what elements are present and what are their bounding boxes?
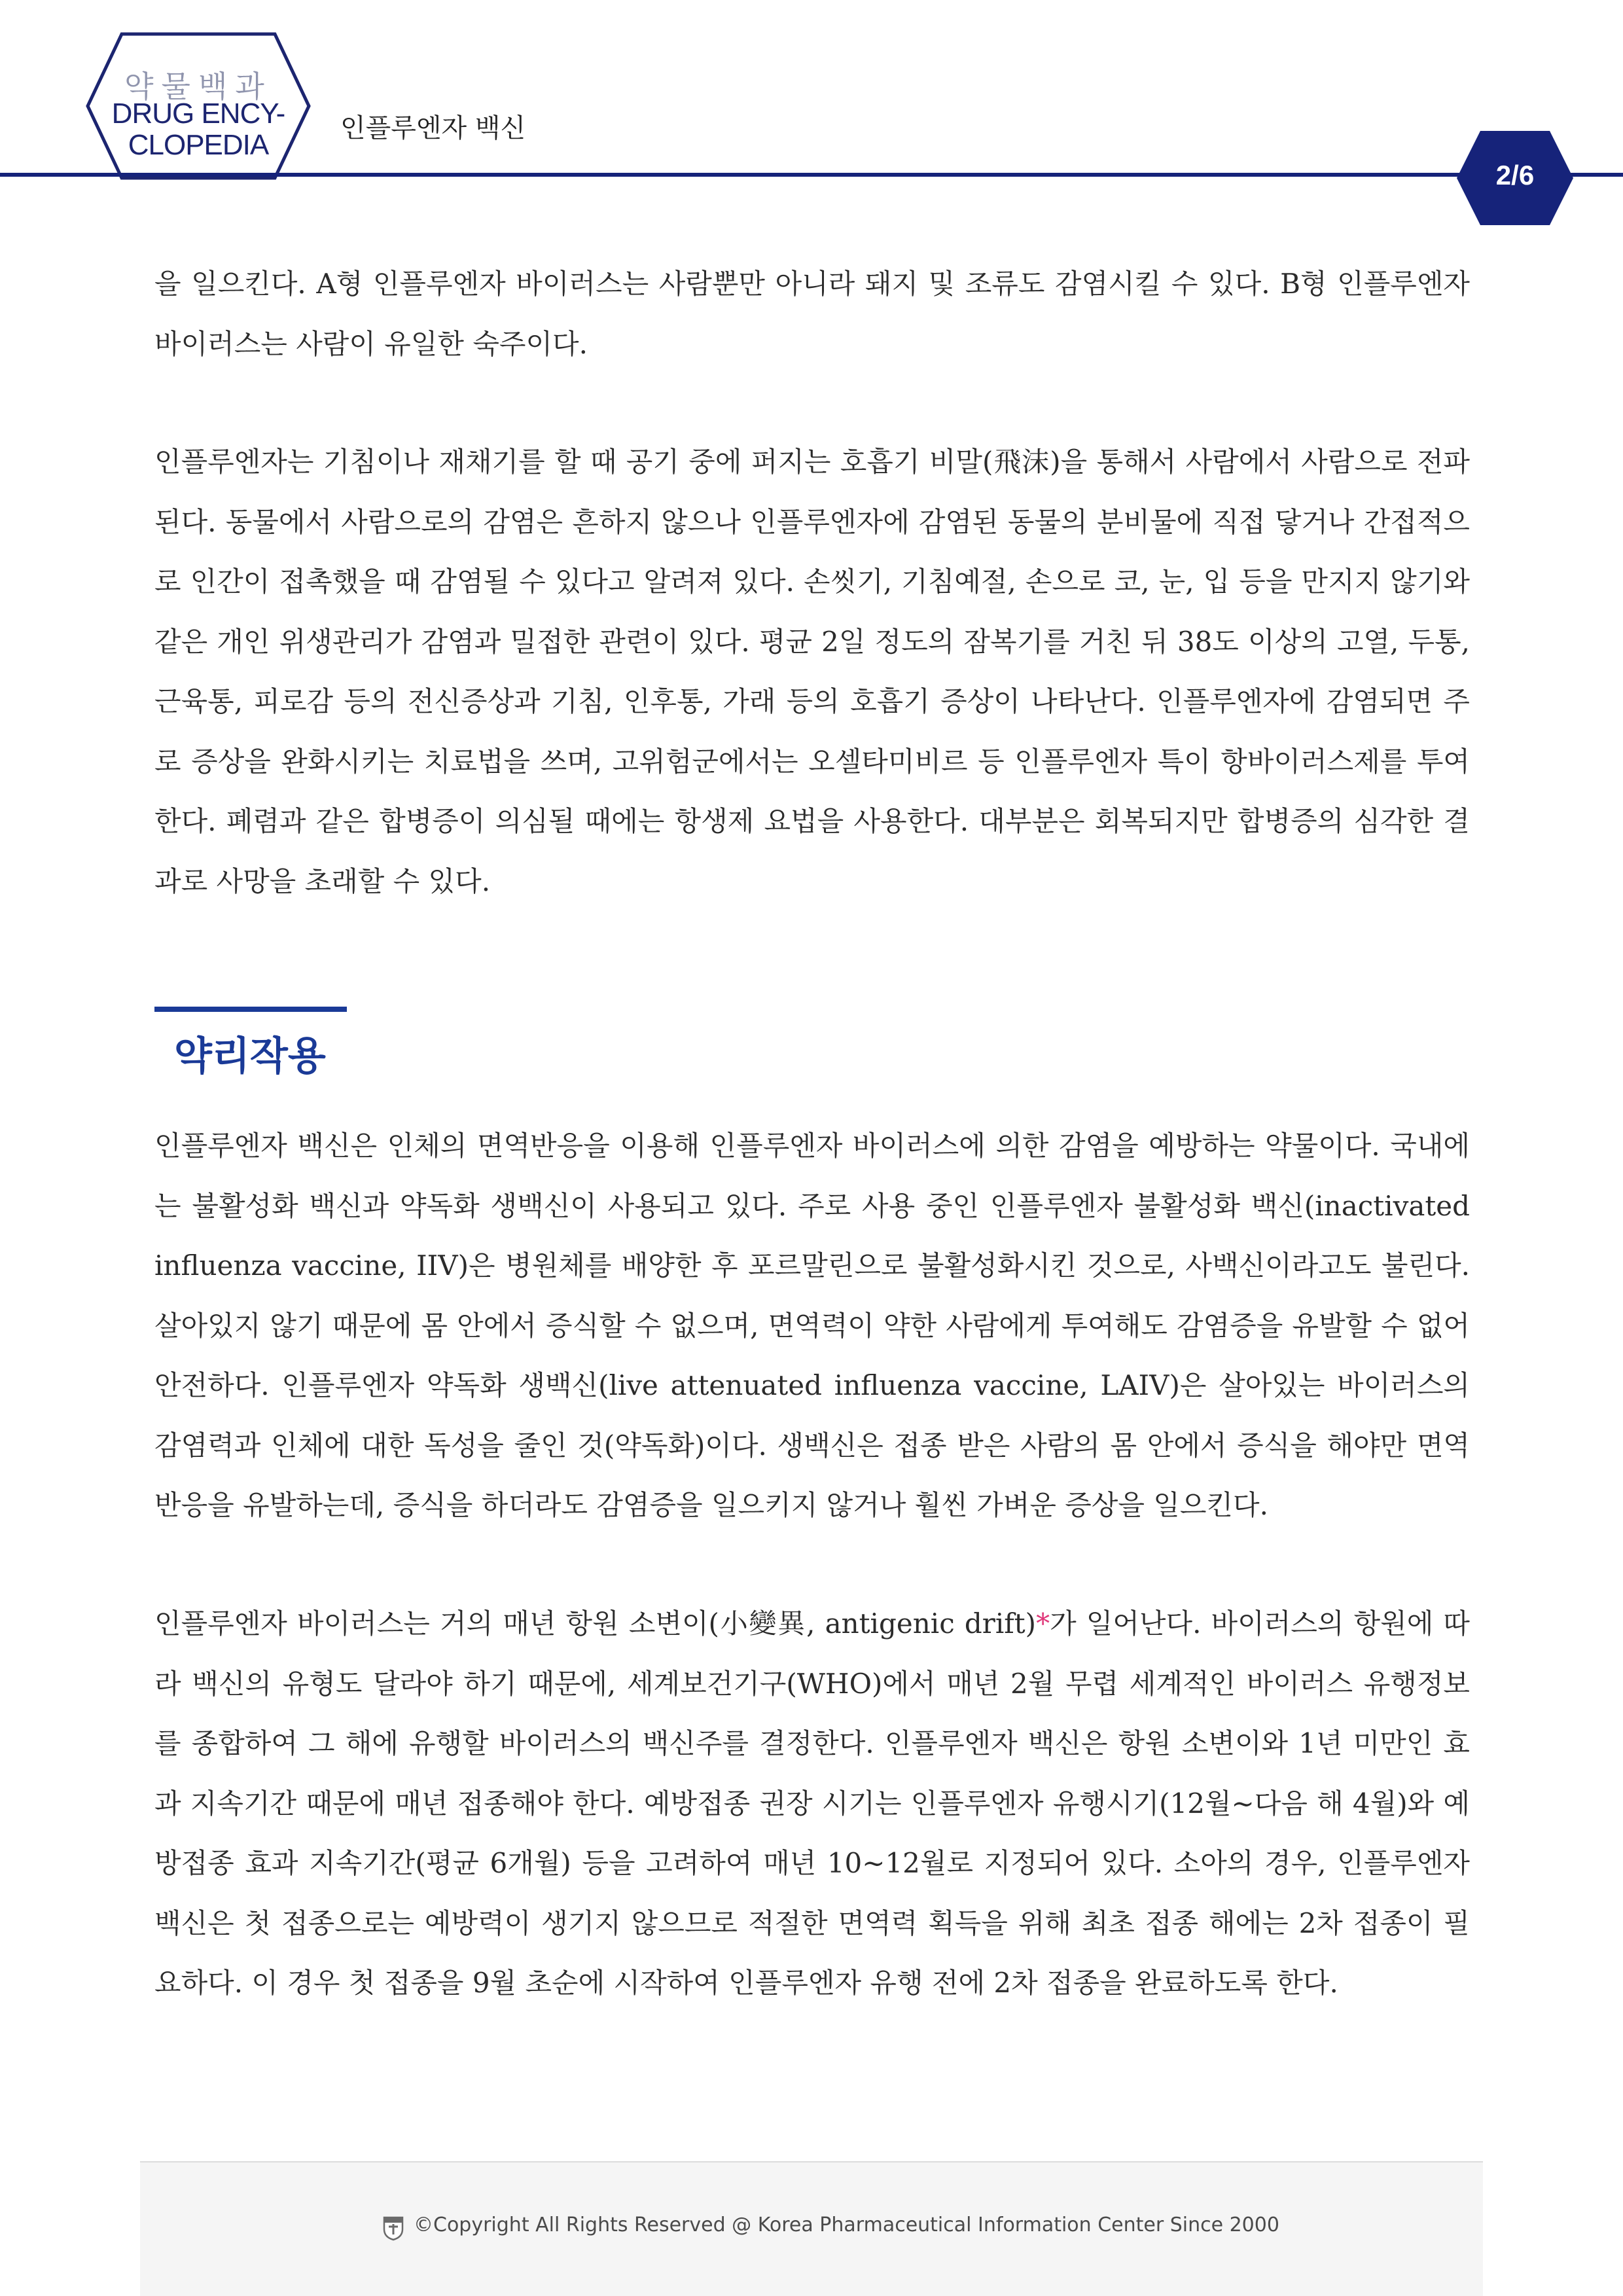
page-header xyxy=(0,0,1623,216)
drug-encyclopedia-logo xyxy=(84,30,313,182)
logo-korean-text: 약물백과 xyxy=(124,69,272,104)
paragraph-1: 을 일으킨다. A형 인플루엔자 바이러스는 사람뿐만 아니라 돼지 및 조류도 감염시킬 수 있다. B형 인플루엔자 바이러스는 사람이 유일한 숙주이다. xyxy=(154,268,1470,360)
copyright-text: ©Copyright All Rights Reserved @ Korea Pharmaceutical Information Center Since 2000 xyxy=(414,2214,1279,2236)
logo-english-text xyxy=(84,98,313,161)
paragraph-4-start: 인플루엔자 바이러스는 거의 매년 항원 소변이(小變異, antigenic drift) xyxy=(154,1607,1037,1640)
section-title: 약리작용 xyxy=(174,1033,326,1079)
header-divider xyxy=(0,173,1623,177)
paragraph-2: 인플루엔자는 기침이나 재채기를 할 때 공기 중에 퍼지는 호흡기 비말(飛沫)을 통해서 사람에서 사람으로 전파된다. 동물에서 사람으로의 감염은 흔하지 않으나 인플루엔자에 감염된 동물의 분비물에 직접 닿거나 간접적으로 인간이 접촉했을 때 감염될 수 있다고 알려져 있다. 손씻기, 기침예절, 손으로 코, 눈, 입 등을 만지지 않기와 같은 개인 위생관리가 감염과 밀접한 관련이 있다. 평균 2일 정도의 잠복기를 거친 뒤 38도 이상의 고열, 두통, 근육통, 피로감 등의 전신증상과 기침, 인후통, 가래 등의 호흡기 증상이 나타난다. 인플루엔자에 감염되면 주로 증상을 완화시키는 치료법을 쓰며, 고위험군에서는 오셀타미비르 등 인플루엔자 특이 항바이러스제를 투여한다. 폐렴과 같은 합병증이 의심될 때에는 항생제 요법을 사용한다. 대부분은 회복되지만 합병증의 심각한 결과로 사망을 초래할 수 있다. xyxy=(154,446,1470,897)
page-number: 2/6 xyxy=(1495,160,1535,190)
logo-english-line-1: DRUG ENCY- xyxy=(111,98,285,130)
crest-icon xyxy=(382,2215,404,2241)
section-title-bar xyxy=(154,1007,347,1012)
paragraph-3: 인플루엔자 백신은 인체의 면역반응을 이용해 인플루엔자 바이러스에 의한 감염을 예방하는 약물이다. 국내에는 불활성화 백신과 약독화 생백신이 사용되고 있다. 주로 사용 중인 인플루엔자 불활성화 백신(inactivated influenza vaccine, IIV)은 병원체를 배양한 후 포르말린으로 불활성화시킨 것으로, 사백신이라고도 불린다. 살아있지 않기 때문에 몸 안에서 증식할 수 없으며, 면역력이 약한 사람에게 투여해도 감염증을 유발할 수 없어 안전하다. 인플루엔자 약독화 생백신(live attenuated influenza vaccine, LAIV)은 살아있는 바이러스의 감염력과 인체에 대한 독성을 줄인 것(약독화)이다. 생백신은 접종 받은 사람의 몸 안에서 증식을 해야만 면역반응을 유발하는데, 증식을 하더라도 감염증을 일으키지 않거나 훨씬 가벼운 증상을 일으킨다. xyxy=(154,1130,1470,1521)
page-footer xyxy=(140,2162,1483,2296)
logo-english-line-2: CLOPEDIA xyxy=(128,129,269,161)
footnote-asterisk: * xyxy=(1036,1607,1050,1640)
paragraph-4-rest: 가 일어난다. 바이러스의 항원에 따라 백신의 유형도 달라야 하기 때문에, 세계보건기구(WHO)에서 매년 2월 무렵 세계적인 바이러스 유행정보를 종합하여 그 해에 유행할 바이러스의 백신주를 결정한다. 인플루엔자 백신은 항원 소변이와 1년 미만인 효과 지속기간 때문에 매년 접종해야 한다. 예방접종 권장 시기는 인플루엔자 유행시기(12월~다음 해 4월)와 예방접종 효과 지속기간(평균 6개월) 등을 고려하여 매년 10~12월로 지정되어 있다. 소아의 경우, 인플루엔자 백신은 첫 접종으로는 예방력이 생기지 않으므로 적절한 면역력 획득을 위해 최초 접종 해에는 2차 접종이 필요하다. 이 경우 첫 접종을 9월 초순에 시작하여 인플루엔자 유행 전에 2차 접종을 완료하도록 한다. xyxy=(154,1607,1470,1999)
document-title: 인플루엔자 백신 xyxy=(340,113,526,143)
page-indicator-badge xyxy=(1454,128,1576,228)
paragraph-4 xyxy=(154,1594,1470,2013)
